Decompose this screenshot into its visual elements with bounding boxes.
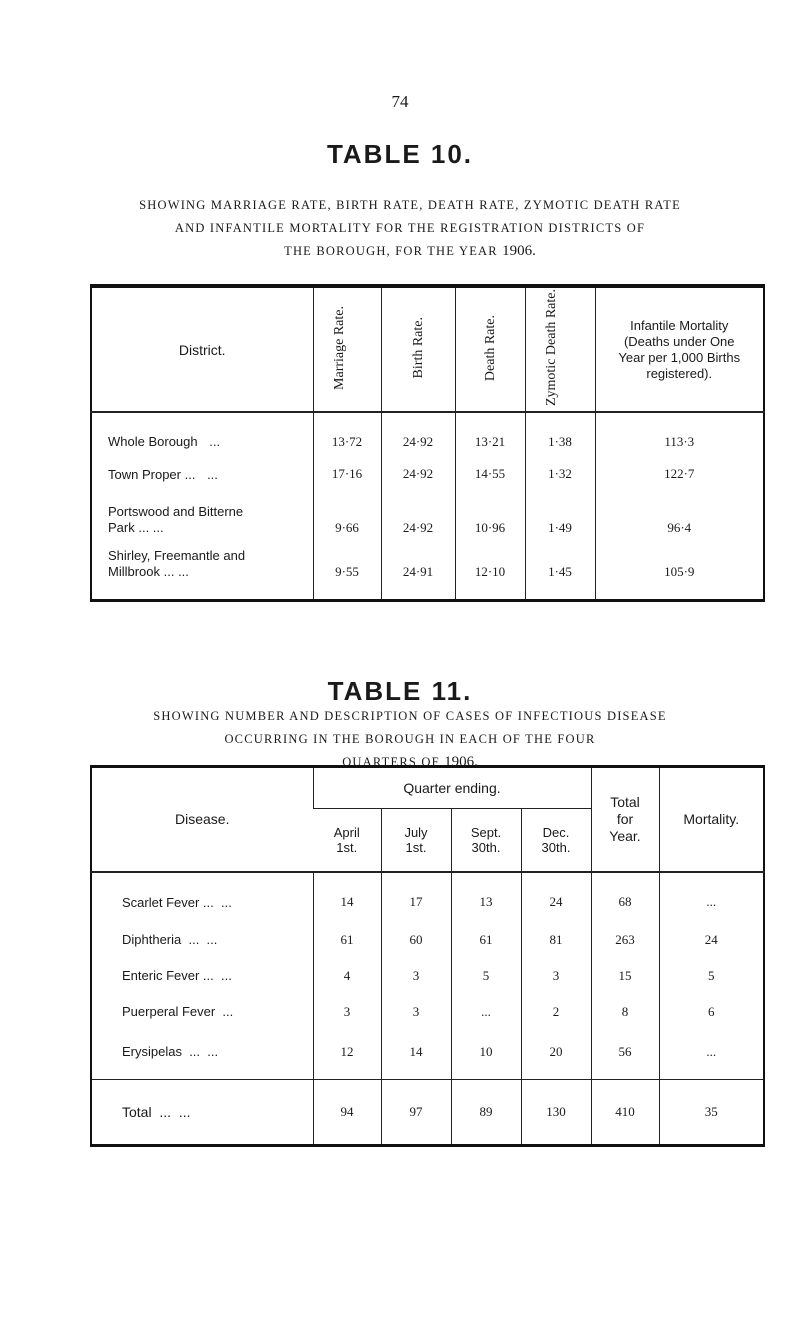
mortality-total-cell: 35 xyxy=(659,1080,764,1146)
header-q-line: July xyxy=(404,824,428,840)
q2-cell: 60 xyxy=(381,922,451,958)
total-cell: 8 xyxy=(591,994,659,1030)
table10-rates-table xyxy=(90,284,765,602)
header-q-line: 1st. xyxy=(336,839,358,855)
header-quarter-sept xyxy=(451,809,521,872)
marriage-rate-cell: 9·55 xyxy=(313,542,381,600)
mortality-cell: ... xyxy=(659,872,764,922)
marriage-rate-cell: 17·16 xyxy=(313,456,381,492)
table11-caption-prefix: QUARTERS OF xyxy=(342,755,440,769)
district-label-cont: Park ... ... xyxy=(108,520,164,535)
header-infantile-mortality xyxy=(595,286,764,412)
q1-total-cell: 94 xyxy=(313,1080,381,1146)
total-label-cell: Total ... ... xyxy=(91,1080,313,1146)
district-label: Portswood and Bitterne xyxy=(108,504,244,519)
q2-total-cell: 97 xyxy=(381,1080,451,1146)
header-mortality xyxy=(659,767,764,872)
mortality-cell: ... xyxy=(659,1030,764,1080)
disease-cell: Scarlet Fever ... ... xyxy=(122,894,232,910)
header-total-line: for xyxy=(616,810,634,827)
zymotic-rate-cell: 1·38 xyxy=(525,412,595,456)
q3-cell: 61 xyxy=(451,922,521,958)
header-quarter-april xyxy=(313,809,381,872)
district-cell: Town Proper ... ... xyxy=(108,466,218,482)
disease-cell: Erysipelas ... ... xyxy=(122,1043,219,1059)
zymotic-rate-cell: 1·49 xyxy=(525,492,595,542)
death-rate-cell: 10·96 xyxy=(455,492,525,542)
district-label-cont: Millbrook ... ... xyxy=(108,564,189,579)
district-label: Whole Borough xyxy=(108,434,198,449)
q4-cell: 2 xyxy=(521,994,591,1030)
infantile-cell: 96·4 xyxy=(595,492,764,542)
table11-row xyxy=(91,922,764,958)
header-death-rate xyxy=(455,286,525,412)
district-label: Shirley, Freemantle and xyxy=(108,548,246,563)
header-quarter-july xyxy=(381,809,451,872)
birth-rate-cell: 24·91 xyxy=(381,542,455,600)
header-infantile-line: Year per 1,000 Births xyxy=(618,349,741,365)
table10-caption-prefix: THE BOROUGH, FOR THE YEAR xyxy=(284,244,498,258)
district-cell xyxy=(91,542,313,600)
q4-total-cell: 130 xyxy=(521,1080,591,1146)
header-quarter-label: Quarter ending. xyxy=(403,780,501,796)
header-birth-rate xyxy=(381,286,455,412)
disease-cell: Enteric Fever ... ... xyxy=(122,968,232,983)
birth-rate-cell: 24·92 xyxy=(381,492,455,542)
table11-caption-line: SHOWING NUMBER AND DESCRIPTION OF CASES OF INFECTIOUS DISEASE xyxy=(153,709,667,723)
q3-cell: 13 xyxy=(451,872,521,922)
zymotic-rate-cell: 1·45 xyxy=(525,542,595,600)
total-cell: 56 xyxy=(591,1030,659,1080)
table11-row xyxy=(91,994,764,1030)
total-cell: 15 xyxy=(591,958,659,994)
table11-caption-line: OCCURRING IN THE BOROUGH IN EACH OF THE FOUR xyxy=(224,732,596,746)
mortality-cell: 24 xyxy=(659,922,764,958)
q2-cell: 3 xyxy=(381,958,451,994)
q2-cell: 14 xyxy=(381,1030,451,1080)
total-cell: 68 xyxy=(591,872,659,922)
table10-row xyxy=(91,412,764,456)
header-zymotic-death-rate xyxy=(525,286,595,412)
q4-cell: 81 xyxy=(521,922,591,958)
header-quarter-dec xyxy=(521,809,591,872)
q4-cell: 3 xyxy=(521,958,591,994)
page-number: 74 xyxy=(391,92,409,111)
q3-cell: ... xyxy=(451,994,521,1030)
q1-cell: 12 xyxy=(313,1030,381,1080)
table11-disease-table xyxy=(90,765,765,1147)
header-infantile-line: Infantile Mortality xyxy=(630,317,729,333)
disease-cell: Puerperal Fever ... xyxy=(122,1004,234,1019)
birth-rate-cell: 24·92 xyxy=(381,456,455,492)
q4-cell: 24 xyxy=(521,872,591,922)
table10-row xyxy=(91,492,764,542)
q3-total-cell: 89 xyxy=(451,1080,521,1146)
q1-cell: 14 xyxy=(313,872,381,922)
header-q-line: 30th. xyxy=(541,839,571,855)
header-q-line: 1st. xyxy=(405,839,427,855)
district-cell: Whole Borough ... xyxy=(108,434,221,449)
year-total-cell: 410 xyxy=(591,1080,659,1146)
q3-cell: 10 xyxy=(451,1030,521,1080)
header-district-label: District. xyxy=(178,341,226,358)
header-marriage-rate xyxy=(313,286,381,412)
mortality-cell: 5 xyxy=(659,958,764,994)
header-disease-label: Disease. xyxy=(175,811,230,828)
q2-cell: 3 xyxy=(381,994,451,1030)
infantile-cell: 105·9 xyxy=(595,542,764,600)
table11-row xyxy=(91,1030,764,1080)
q4-cell: 20 xyxy=(521,1030,591,1080)
marriage-rate-cell: 13·72 xyxy=(313,412,381,456)
table11-title: TABLE 11. xyxy=(327,676,473,706)
disease-cell: Diphtheria ... ... xyxy=(122,932,218,947)
header-death-rate-label: Death Rate. xyxy=(482,314,498,382)
district-label: Town Proper ... xyxy=(108,466,196,482)
header-q-line: Dec. xyxy=(542,824,570,840)
header-marriage-rate-label: Marriage Rate. xyxy=(332,306,347,390)
mortality-cell: 6 xyxy=(659,994,764,1030)
header-total-for-year xyxy=(591,767,659,872)
total-cell: 263 xyxy=(591,922,659,958)
death-rate-cell: 12·10 xyxy=(455,542,525,600)
table11-total-row xyxy=(91,1080,764,1146)
header-mortality-label: Mortality. xyxy=(683,811,740,828)
table10-row xyxy=(91,542,764,600)
birth-rate-cell: 24·92 xyxy=(381,412,455,456)
q1-cell: 3 xyxy=(313,994,381,1030)
table10-caption-year: 1906. xyxy=(502,243,536,259)
header-q-line: Sept. xyxy=(470,824,502,840)
table10-caption-line: AND INFANTILE MORTALITY FOR THE REGISTRATION DISTRICTS OF xyxy=(174,221,646,235)
district-cell xyxy=(91,492,313,542)
table10-title: TABLE 10. xyxy=(326,139,474,169)
table10-caption-line xyxy=(60,240,760,263)
q2-cell: 17 xyxy=(381,872,451,922)
infantile-cell: 113·3 xyxy=(595,412,764,456)
zymotic-rate-cell: 1·32 xyxy=(525,456,595,492)
header-infantile-line: registered). xyxy=(646,365,713,381)
header-birth-rate-label: Birth Rate. xyxy=(410,317,426,379)
table10-caption-line: SHOWING MARRIAGE RATE, BIRTH RATE, DEATH RATE, ZYMOTIC DEATH RATE xyxy=(139,198,681,212)
table10-row xyxy=(91,456,764,492)
header-q-line: April xyxy=(333,824,360,840)
header-total-line: Year. xyxy=(609,827,641,844)
marriage-rate-cell: 9·66 xyxy=(313,492,381,542)
header-disease xyxy=(91,767,313,872)
table11-row xyxy=(91,958,764,994)
table11-caption xyxy=(60,705,760,774)
q1-cell: 4 xyxy=(313,958,381,994)
header-infantile-line: (Deaths under One xyxy=(623,333,735,349)
q1-cell: 61 xyxy=(313,922,381,958)
table10-caption xyxy=(60,194,760,263)
header-q-line: 30th. xyxy=(471,839,501,855)
death-rate-cell: 14·55 xyxy=(455,456,525,492)
header-total-line: Total xyxy=(610,793,640,810)
table11-row xyxy=(91,872,764,922)
header-zymotic-label: Zymotic Death Rate. xyxy=(544,289,559,407)
header-quarter-ending xyxy=(313,767,591,809)
q3-cell: 5 xyxy=(451,958,521,994)
infantile-cell: 122·7 xyxy=(595,456,764,492)
table11-caption-year: 1906. xyxy=(444,754,478,770)
death-rate-cell: 13·21 xyxy=(455,412,525,456)
header-district xyxy=(91,286,313,412)
